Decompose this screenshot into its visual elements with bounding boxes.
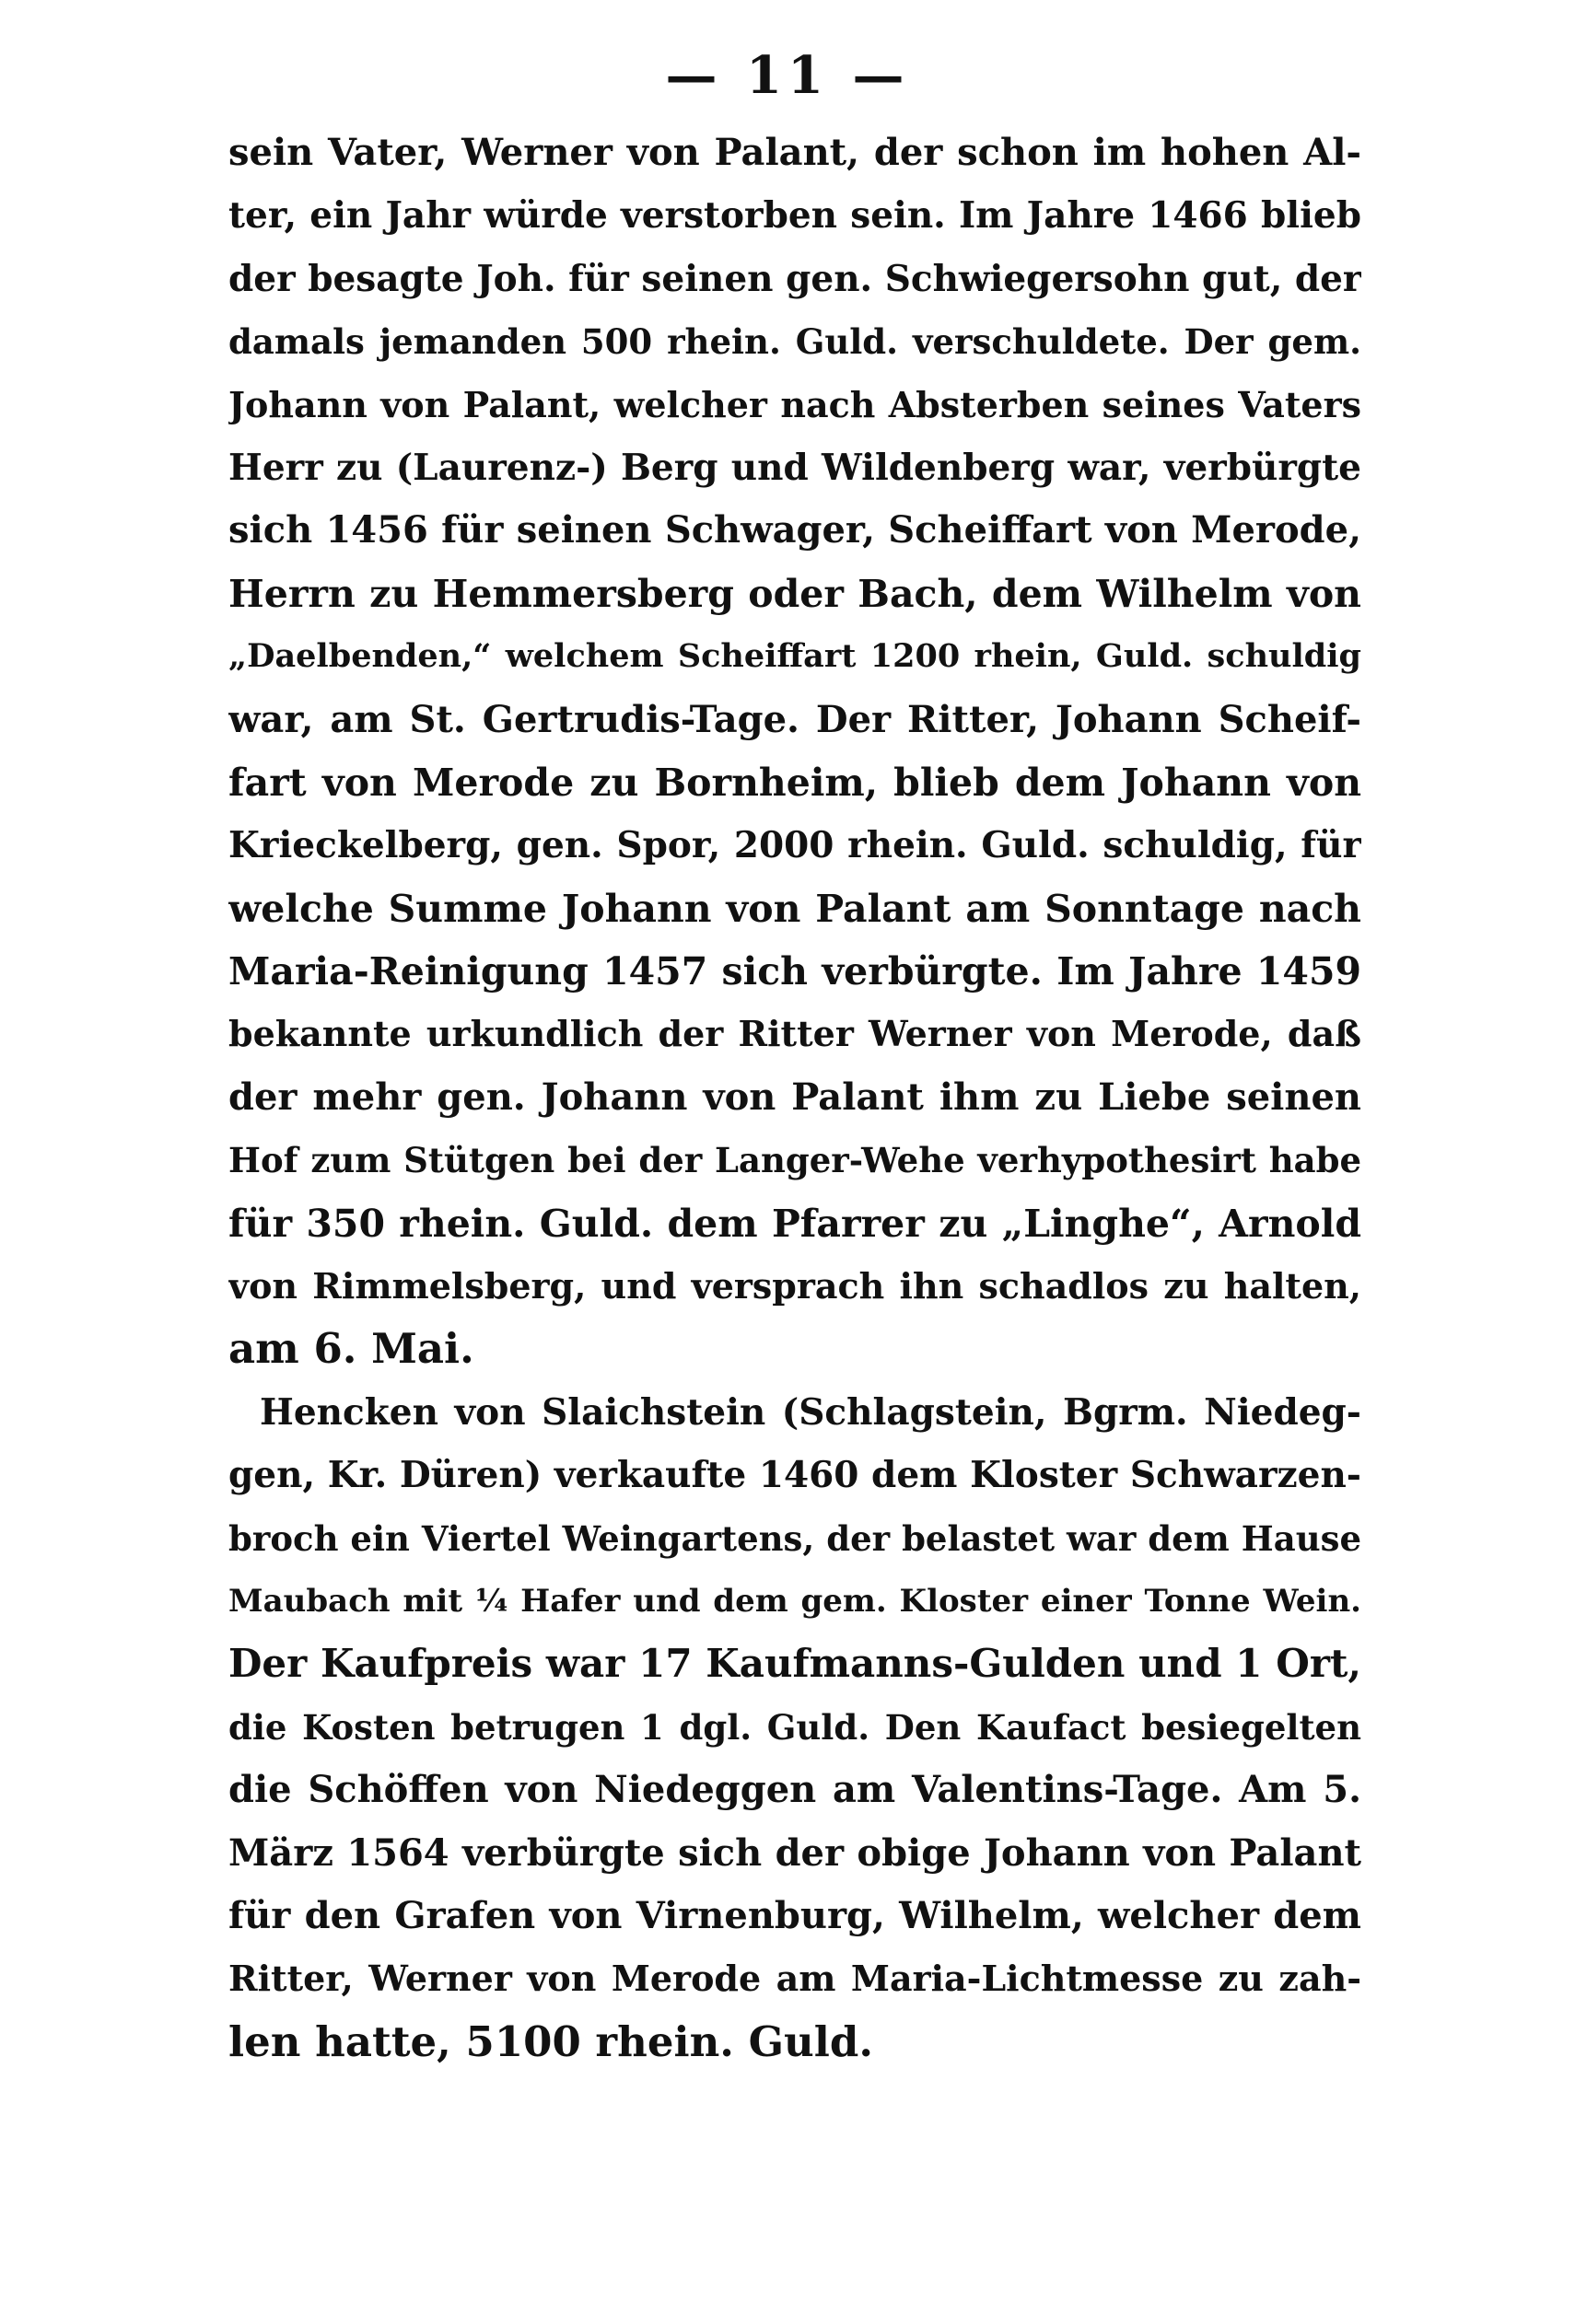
text-line: sein Vater, Werner von Palant, der schon im hohen Al- [228,131,1361,174]
text-line: Herrn zu Hemmersberg oder Bach, dem Wilhelm von [228,571,1361,616]
text-line: bekannte urkundlich der Ritter Werner von Merode, daß [228,1013,1361,1055]
text-line: war, am St. Gertrudis-Tage. Der Ritter, Johann Scheif- [228,697,1361,741]
text-line: von Rimmelsberg, und versprach ihn schadlos zu halten, [228,1265,1361,1307]
text-line: Der Kaufpreis war 17 Kaufmanns-Gulden und 1 Ort, [228,1641,1361,1687]
text-line: Maubach mit ¼ Hafer und dem gem. Kloster einer Tonne Wein. [228,1582,1361,1620]
body-text [228,122,1361,2074]
paragraph-1 [228,122,1361,1381]
text-line: für den Grafen von Virnenburg, Wilhelm, welcher dem [228,1893,1361,1937]
text-line: März 1564 verbürgte sich der obige Johann von Palant [228,1830,1361,1875]
text-line: gen, Kr. Düren) verkaufte 1460 dem Kloster Schwarzen- [228,1454,1361,1497]
text-line: Hencken von Slaichstein (Schlagstein, Bgrm. Niedeg- [260,1390,1361,1434]
text-line: Maria-Reinigung 1457 sich verbürgte. Im Jahre 1459 [228,949,1361,994]
text-line: am 6. Mai. [228,1324,474,1374]
text-line: Ritter, Werner von Merode am Maria-Lichtmesse zu zah- [228,1958,1361,2000]
page-number: — 11 — [665,45,910,106]
text-line: Johann von Palant, welcher nach Absterben seines Vaters [228,383,1361,425]
text-line: fart von Merode zu Bornheim, blieb dem Johann von [228,760,1361,805]
text-line: die Schöffen von Niedeggen am Valentins-Tage. Am 5. [228,1768,1361,1812]
text-line: Hof zum Stütgen bei der Langer-Wehe verhypothesirt habe [228,1140,1361,1181]
text-line: der besagte Joh. für seinen gen. Schwiegersohn gut, der [228,257,1361,300]
text-line: für 350 rhein. Guld. dem Pfarrer zu „Linghe“, Arnold [228,1201,1361,1246]
text-line: damals jemanden 500 rhein. Guld. verschuldete. Der gem. [228,321,1361,363]
text-line: welche Summe Johann von Palant am Sonntage nach [228,886,1361,931]
text-line: broch ein Viertel Weingartens, der belastet war dem Hause [228,1517,1361,1559]
text-line: die Kosten betrugen 1 dgl. Guld. Den Kaufact besiegelten [228,1706,1361,1748]
paragraph-2 [228,1381,1361,2074]
text-line: der mehr gen. Johann von Palant ihm zu Liebe seinen [228,1075,1361,1119]
text-line: Krieckelberg, gen. Spor, 2000 rhein. Guld. schuldig, für [228,824,1361,867]
text-line: Herr zu (Laurenz-) Berg und Wildenberg war, verbürgte [228,446,1361,489]
text-line: „Daelbenden,“ welchem Scheiffart 1200 rhein, Guld. schuldig [228,637,1361,676]
text-line: sich 1456 für seinen Schwager, Scheiffart von Merode, [228,508,1361,552]
text-line: ter, ein Jahr würde verstorben sein. Im Jahre 1466 blieb [228,194,1361,238]
text-line: len hatte, 5100 rhein. Guld. [228,2016,874,2066]
